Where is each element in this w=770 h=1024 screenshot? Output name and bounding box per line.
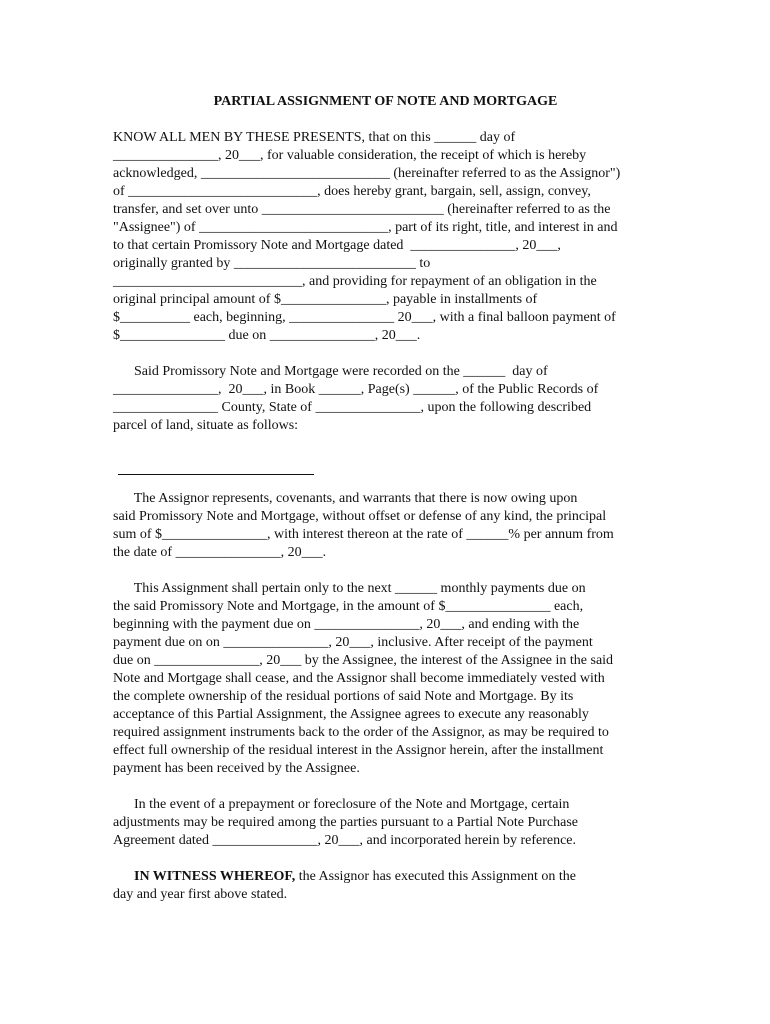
text-line: the complete ownership of the residual portions of said Note and Mortgage. By its xyxy=(113,689,574,704)
paragraph-gap xyxy=(113,778,658,796)
text-line: adjustments may be required among the parties pursuant to a Partial Note Purchase xyxy=(113,815,578,830)
text-line: In the event of a prepayment or foreclosure of the Note and Mortgage, certain xyxy=(113,797,570,812)
indent xyxy=(113,869,134,884)
text-line: _______________ County, State of _______________, upon the following described xyxy=(113,400,592,415)
text-line: Agreement dated _______________, 20___, and incorporated herein by reference. xyxy=(113,833,577,848)
text-line: of ___________________________, does hereby grant, bargain, sell, assign, convey, xyxy=(113,184,591,199)
paragraph-gap xyxy=(113,850,658,868)
text-line: day and year first above stated. xyxy=(113,887,288,902)
text-line: transfer, and set over unto __________________________ (hereinafter referred to as the xyxy=(113,202,611,217)
paragraph-gap xyxy=(113,562,658,580)
text-line: said Promissory Note and Mortgage, without offset or defense of any kind, the principal xyxy=(113,509,607,524)
text-line: beginning with the payment due on _______________, 20___, and ending with the xyxy=(113,617,580,632)
text-line xyxy=(113,868,658,886)
text-line: ___________________________, and providing for repayment of an obligation in the xyxy=(113,274,597,289)
text-line: $_______________ due on _______________, 20___. xyxy=(113,328,421,343)
text-line: effect full ownership of the residual interest in the Assignor herein, after the installment xyxy=(113,743,604,758)
text-line: original principal amount of $_______________, payable in installments of xyxy=(113,292,538,307)
text-line: acknowledged, ___________________________ (hereinafter referred to as the Assignor") xyxy=(113,166,621,181)
paragraph-represents xyxy=(113,490,658,562)
paragraph-pertain xyxy=(113,580,658,778)
text-line: due on _______________, 20___ by the Assignee, the interest of the Assignee in the said xyxy=(113,653,614,668)
text-line: sum of $_______________, with interest thereon at the rate of ______% per annum from xyxy=(113,527,614,542)
text-line: Note and Mortgage shall cease, and the Assignor shall become immediately vested with xyxy=(113,671,605,686)
text-line: This Assignment shall pertain only to the next ______ monthly payments due on xyxy=(113,581,586,596)
text-line: payment has been received by the Assignee. xyxy=(113,761,360,776)
document-title: PARTIAL ASSIGNMENT OF NOTE AND MORTGAGE xyxy=(213,94,558,109)
text-line: the said Promissory Note and Mortgage, in the amount of $_______________ each, xyxy=(113,599,584,614)
paragraph-recorded xyxy=(113,363,658,435)
text-line: originally granted by __________________________ to xyxy=(113,256,431,271)
text-line: payment due on on _______________, 20___, inclusive. After receipt of the payment xyxy=(113,635,593,650)
text-line: required assignment instruments back to the order of the Assignor, as may be required to xyxy=(113,725,609,740)
witness-text: the Assignor has executed this Assignment on the xyxy=(295,869,576,884)
land-description-blank-line xyxy=(118,453,314,475)
text-line: to that certain Promissory Note and Mortgage dated _______________, 20___, xyxy=(113,238,561,253)
text-line: _______________, 20___, for valuable consideration, the receipt of which is hereby xyxy=(113,148,587,163)
text-line: "Assignee") of ___________________________, part of its right, title, and interest in and xyxy=(113,220,618,235)
text-line: _______________, 20___, in Book ______, Page(s) ______, of the Public Records of xyxy=(113,382,599,397)
document-page xyxy=(113,93,658,904)
paragraph-witness xyxy=(113,868,658,904)
text-line: parcel of land, situate as follows: xyxy=(113,418,299,433)
text-line: $__________ each, beginning, _______________ 20___, with a final balloon payment of xyxy=(113,310,616,325)
paragraph-prepayment xyxy=(113,796,658,850)
text-line: acceptance of this Partial Assignment, the Assignee agrees to execute any reasonably xyxy=(113,707,589,722)
text-line: the date of _______________, 20___. xyxy=(113,545,327,560)
paragraph-know-all-men xyxy=(113,129,658,345)
witness-heading: IN WITNESS WHEREOF, xyxy=(134,869,296,884)
text-line: The Assignor represents, covenants, and warrants that there is now owing upon xyxy=(113,491,578,506)
text-line: Said Promissory Note and Mortgage were recorded on the ______ day of xyxy=(113,364,548,379)
paragraph-gap xyxy=(113,345,658,363)
text-line: KNOW ALL MEN BY THESE PRESENTS, that on this ______ day of xyxy=(113,130,516,145)
